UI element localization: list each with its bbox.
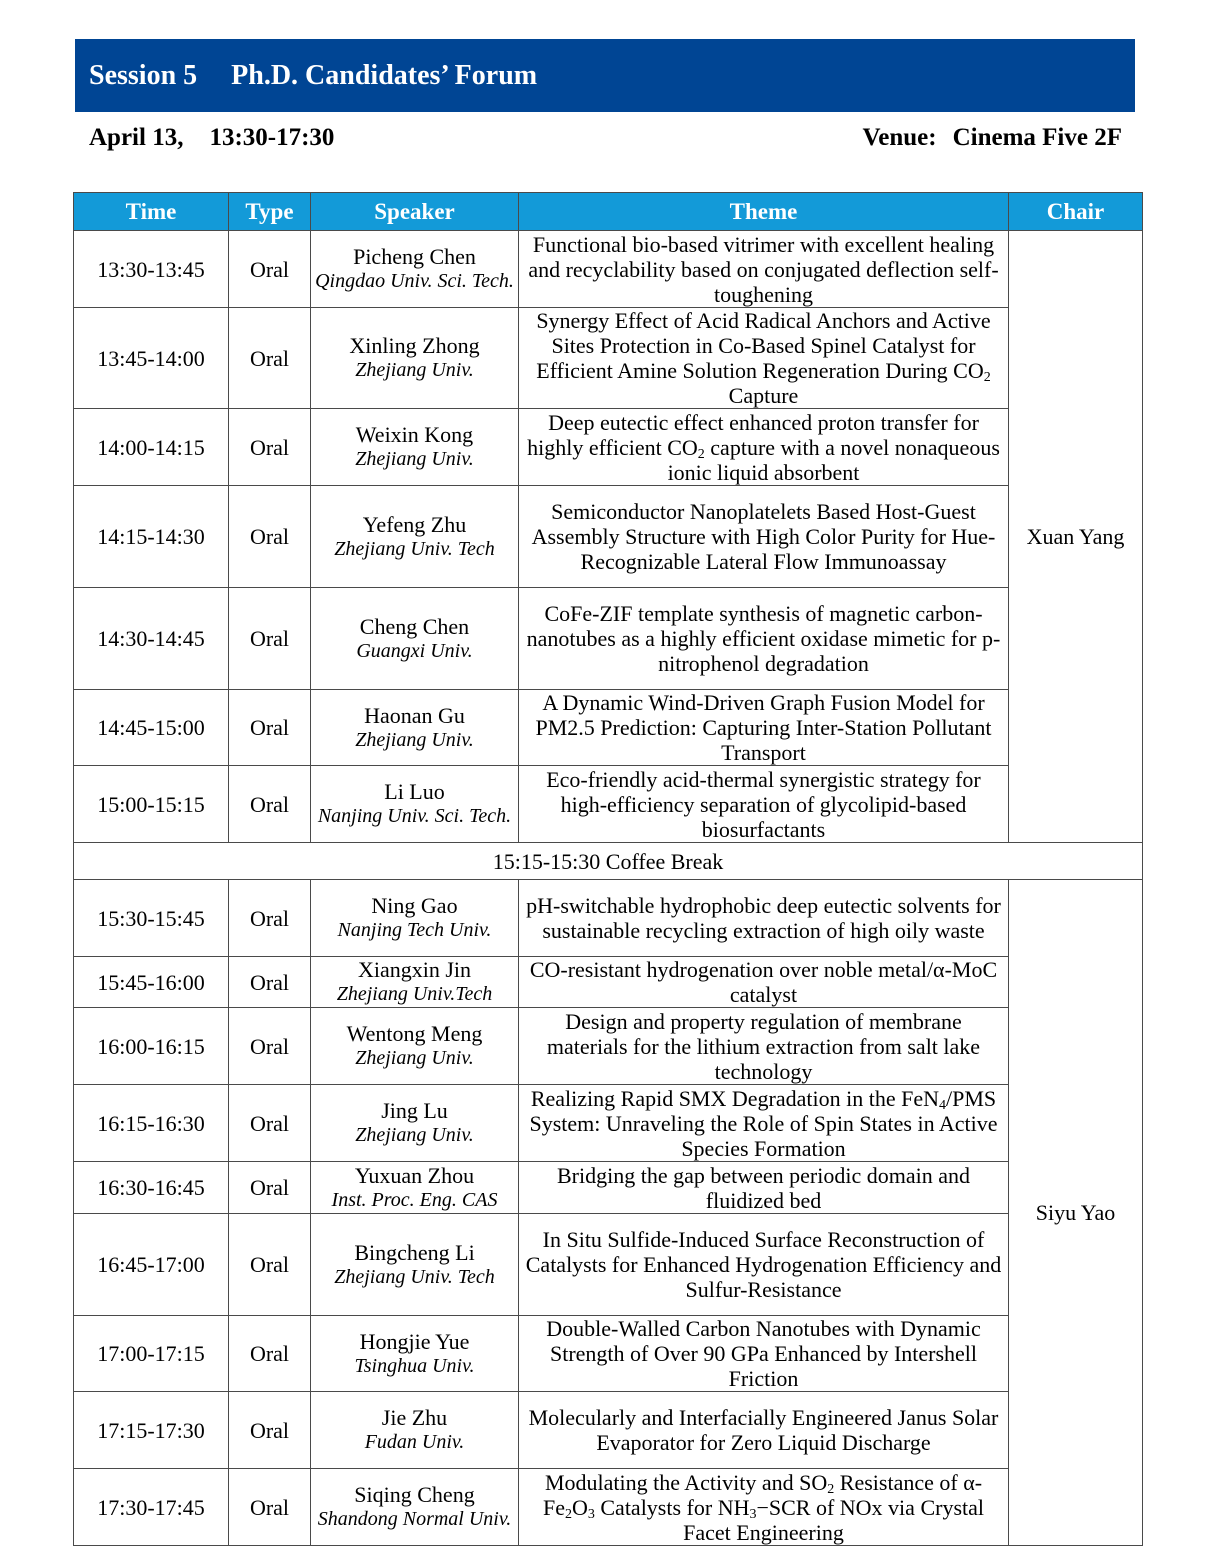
- header-speaker: Speaker: [311, 193, 519, 231]
- time-cell: 17:00-17:15: [74, 1316, 229, 1392]
- session-time: 13:30-17:30: [209, 124, 335, 151]
- speaker-cell: [311, 880, 519, 957]
- speaker-cell: [311, 1214, 519, 1316]
- table-row: [74, 588, 1143, 690]
- speaker-cell: [311, 1392, 519, 1469]
- type-cell: Oral: [229, 766, 311, 843]
- session-title: Ph.D. Candidates’ Forum: [231, 59, 538, 91]
- time-cell: 15:45-16:00: [74, 957, 229, 1008]
- type-cell: Oral: [229, 1162, 311, 1214]
- speaker-cell: [311, 486, 519, 588]
- speaker-affiliation: Zhejiang Univ.: [355, 728, 474, 751]
- speaker-cell: [311, 1008, 519, 1085]
- time-cell: 13:45-14:00: [74, 308, 229, 409]
- time-cell: 15:00-15:15: [74, 766, 229, 843]
- chair-cell: Xuan Yang: [1009, 231, 1143, 843]
- session-date: April 13,: [89, 124, 184, 151]
- time-cell: 15:30-15:45: [74, 880, 229, 957]
- speaker-cell: [311, 1469, 519, 1546]
- table-row: [74, 880, 1143, 957]
- time-cell: 14:30-14:45: [74, 588, 229, 690]
- table-row: [74, 1316, 1143, 1392]
- table-row: [74, 766, 1143, 843]
- table-row: [74, 1214, 1143, 1316]
- header-time: Time: [74, 193, 229, 231]
- venue: [862, 124, 1122, 152]
- speaker-name: Jie Zhu: [381, 1405, 448, 1430]
- theme-cell: Functional bio-based vitrimer with excellent healing and recyclability based on conjugated deflection self-toughening: [519, 231, 1009, 308]
- venue-label: Venue:: [862, 124, 937, 151]
- speaker-affiliation: Zhejiang Univ.: [355, 448, 474, 470]
- schedule-body: [74, 231, 1143, 1546]
- time-cell: 14:45-15:00: [74, 690, 229, 766]
- date-time: [89, 124, 334, 152]
- speaker-affiliation: Zhejiang Univ. Tech: [334, 1265, 495, 1288]
- table-row: [74, 1162, 1143, 1214]
- speaker-name: Jing Lu: [381, 1098, 448, 1123]
- type-cell: Oral: [229, 957, 311, 1008]
- chair-cell: Siyu Yao: [1009, 880, 1143, 1546]
- speaker-affiliation: Zhejiang Univ.: [355, 1124, 474, 1146]
- speaker-name: Wentong Meng: [346, 1021, 483, 1046]
- speaker-name: Yuxuan Zhou: [354, 1162, 475, 1188]
- theme-cell: pH-switchable hydrophobic deep eutectic solvents for sustainable recycling extraction of high oily waste: [519, 880, 1009, 957]
- speaker-cell: [311, 588, 519, 690]
- time-cell: 16:00-16:15: [74, 1008, 229, 1085]
- venue-name: Cinema Five 2F: [952, 124, 1122, 151]
- time-cell: 16:30-16:45: [74, 1162, 229, 1214]
- theme-cell: Modulating the Activity and $SO_2$ Resistance of $\alpha-Fe_2O_3$ Catalysts for $NH_3-SCR$ of NOx via Crystal Facet Engineering: [519, 1469, 1009, 1546]
- speaker-affiliation: Fudan Univ.: [364, 1431, 465, 1453]
- speaker-cell: [311, 1162, 519, 1214]
- speaker-name: Siqing Cheng: [354, 1482, 475, 1507]
- speaker-cell: [311, 766, 519, 843]
- speaker-name: Bingcheng Li: [354, 1239, 475, 1265]
- time-cell: 13:30-13:45: [74, 231, 229, 308]
- type-cell: Oral: [229, 690, 311, 766]
- time-cell: 17:15-17:30: [74, 1392, 229, 1469]
- speaker-name: Cheng Chen: [359, 613, 470, 639]
- speaker-cell: [311, 1316, 519, 1392]
- type-cell: Oral: [229, 880, 311, 957]
- speaker-cell: [311, 231, 519, 308]
- speaker-cell: [311, 308, 519, 409]
- speaker-name: Yefeng Zhu: [362, 511, 467, 537]
- speaker-affiliation: Guangxi Univ.: [356, 639, 473, 662]
- table-header-row: [74, 193, 1143, 231]
- theme-cell: CoFe-ZIF template synthesis of magnetic carbon-nanotubes as a highly efficient oxidase mimetic for p-nitrophenol degradation: [519, 588, 1009, 690]
- time-cell: 16:45-17:00: [74, 1214, 229, 1316]
- type-cell: Oral: [229, 1214, 311, 1316]
- speaker-cell: [311, 409, 519, 486]
- time-cell: 14:15-14:30: [74, 486, 229, 588]
- time-cell: 17:30-17:45: [74, 1469, 229, 1546]
- speaker-name: Xiangxin Jin: [357, 957, 472, 982]
- speaker-cell: [311, 957, 519, 1008]
- speaker-affiliation: Zhejiang Univ.: [355, 1047, 474, 1069]
- session-banner: [75, 39, 1135, 112]
- theme-cell: Realizing Rapid SMX Degradation in the FeN$_4$/PMS System: Unraveling the Role of Spin States in Active Species Formation: [519, 1085, 1009, 1162]
- theme-cell: CO-resistant hydrogenation over noble metal/α-MoC catalyst: [519, 957, 1009, 1008]
- time-cell: 16:15-16:30: [74, 1085, 229, 1162]
- speaker-cell: [311, 1085, 519, 1162]
- speaker-name: Hongjie Yue: [359, 1328, 470, 1354]
- time-cell: 14:00-14:15: [74, 409, 229, 486]
- type-cell: Oral: [229, 486, 311, 588]
- speaker-cell: [311, 690, 519, 766]
- type-cell: Oral: [229, 308, 311, 409]
- speaker-name: Li Luo: [384, 779, 445, 804]
- coffee-break: 15:15-15:30 Coffee Break: [74, 843, 1143, 880]
- type-cell: Oral: [229, 409, 311, 486]
- theme-cell: Bridging the gap between periodic domain and fluidized bed: [519, 1162, 1009, 1214]
- header-type: Type: [229, 193, 311, 231]
- table-row: [74, 409, 1143, 486]
- coffee-break-row: [74, 843, 1143, 880]
- speaker-affiliation: Zhejiang Univ.: [355, 359, 474, 381]
- table-row: [74, 690, 1143, 766]
- speaker-affiliation: Shandong Normal Univ.: [317, 1508, 512, 1530]
- speaker-affiliation: Inst. Proc. Eng. CAS: [331, 1188, 498, 1211]
- theme-cell: A Dynamic Wind-Driven Graph Fusion Model for PM2.5 Prediction: Capturing Inter-Station Pollutant Transport: [519, 690, 1009, 766]
- theme-cell: In Situ Sulfide-Induced Surface Reconstruction of Catalysts for Enhanced Hydrogenation Efficiency and Sulfur-Resistance: [519, 1214, 1009, 1316]
- speaker-affiliation: Zhejiang Univ. Tech: [334, 537, 495, 560]
- session-number: Session 5: [89, 59, 198, 91]
- theme-cell: Eco-friendly acid-thermal synergistic strategy for high-efficiency separation of glycolipid-based biosurfactants: [519, 766, 1009, 843]
- header-chair: Chair: [1009, 193, 1143, 231]
- theme-cell: Semiconductor Nanoplatelets Based Host-Guest Assembly Structure with High Color Purity for Hue-Recognizable Lateral Flow Immunoassay: [519, 486, 1009, 588]
- table-row: [74, 486, 1143, 588]
- table-row: [74, 1392, 1143, 1469]
- schedule-table: [73, 192, 1143, 1546]
- type-cell: Oral: [229, 588, 311, 690]
- theme-cell: Double-Walled Carbon Nanotubes with Dynamic Strength of Over 90 GPa Enhanced by Intershell Friction: [519, 1316, 1009, 1392]
- speaker-name: Ning Gao: [371, 893, 458, 918]
- speaker-affiliation: Nanjing Univ. Sci. Tech.: [317, 805, 512, 827]
- speaker-affiliation: Qingdao Univ. Sci. Tech.: [315, 270, 514, 292]
- speaker-affiliation: Nanjing Tech Univ.: [337, 919, 492, 941]
- table-row: [74, 1008, 1143, 1085]
- theme-cell: Design and property regulation of membrane materials for the lithium extraction from salt lake technology: [519, 1008, 1009, 1085]
- theme-cell: Synergy Effect of Acid Radical Anchors and Active Sites Protection in Co-Based Spinel Catalyst for Efficient Amine Solution Regeneration During $CO_2$ Capture: [519, 308, 1009, 409]
- table-row: [74, 1085, 1143, 1162]
- speaker-name: Picheng Chen: [353, 244, 476, 269]
- table-row: [74, 1469, 1143, 1546]
- speaker-affiliation: Zhejiang Univ.Tech: [336, 983, 493, 1005]
- speaker-affiliation: Tsinghua Univ.: [354, 1354, 475, 1377]
- type-cell: Oral: [229, 1392, 311, 1469]
- speaker-name: Xinling Zhong: [349, 333, 480, 358]
- table-row: [74, 231, 1143, 308]
- speaker-name: Haonan Gu: [364, 702, 465, 728]
- header-theme: Theme: [519, 193, 1009, 231]
- type-cell: Oral: [229, 1316, 311, 1392]
- type-cell: Oral: [229, 231, 311, 308]
- theme-cell: Molecularly and Interfacially Engineered Janus Solar Evaporator for Zero Liquid Discharge: [519, 1392, 1009, 1469]
- theme-cell: Deep eutectic effect enhanced proton transfer for highly efficient $CO_2$ capture with a novel nonaqueous ionic liquid absorbent: [519, 409, 1009, 486]
- type-cell: Oral: [229, 1085, 311, 1162]
- session-info: [89, 122, 1122, 154]
- type-cell: Oral: [229, 1008, 311, 1085]
- type-cell: Oral: [229, 1469, 311, 1546]
- speaker-name: Weixin Kong: [355, 422, 474, 447]
- table-row: [74, 957, 1143, 1008]
- table-row: [74, 308, 1143, 409]
